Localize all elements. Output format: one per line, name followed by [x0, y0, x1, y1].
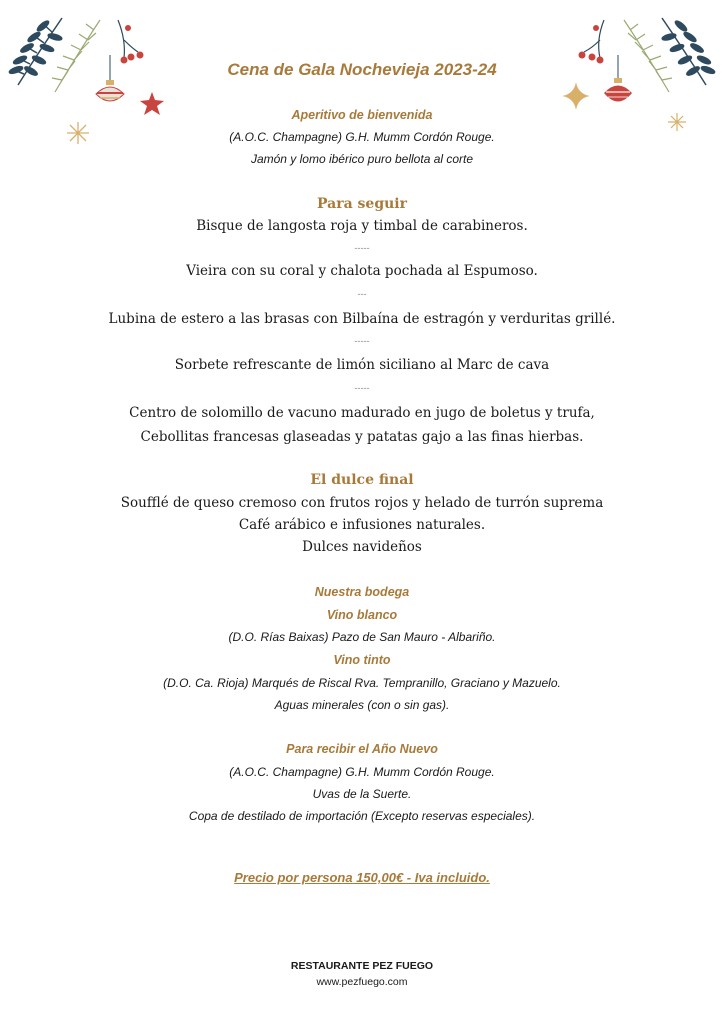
menu-item: Sorbete refrescante de limón siciliano al Marc de cava	[174, 357, 550, 373]
ano-nuevo-item: Uvas de la Suerte.	[312, 787, 412, 801]
aperitivo-item: (A.O.C. Champagne) G.H. Mumm Cordón Rouge.	[229, 130, 495, 144]
separator: -----	[354, 384, 370, 394]
wine-item: (D.O. Rías Baixas) Pazo de San Mauro - Albariño.	[228, 630, 496, 644]
aperitivo-item: Jamón y lomo ibérico puro bellota al corte	[250, 152, 474, 166]
menu-item: Cebollitas francesas glaseadas y patatas gajo a las finas hierbas.	[140, 429, 584, 445]
ano-nuevo-item: Copa de destilado de importación (Excepto reservas especiales).	[188, 809, 536, 823]
vino-tinto-heading: Vino tinto	[333, 653, 391, 667]
menu-item: Soufflé de queso cremoso con frutos rojos y helado de turrón suprema	[120, 495, 604, 511]
wine-item: Aguas minerales (con o sin gas).	[274, 698, 450, 712]
menu-title: Cena de Gala Nochevieja 2023-24	[227, 60, 497, 79]
bodega-heading: Nuestra bodega	[314, 585, 410, 599]
menu-item: Lubina de estero a las brasas con Bilbaína de estragón y verduritas grillé.	[108, 311, 616, 327]
menu-item: Bisque de langosta roja y timbal de carabineros.	[196, 218, 528, 234]
menu-item: Vieira con su coral y chalota pochada al Espumoso.	[186, 263, 538, 279]
para-seguir-heading: Para seguir	[317, 196, 407, 212]
wine-item: (D.O. Ca. Rioja) Marqués de Riscal Rva. Tempranillo, Graciano y Mazuelo.	[163, 676, 561, 690]
footer-restaurant-name: RESTAURANTE PEZ FUEGO	[290, 960, 434, 972]
footer-website-link[interactable]: www.pezfuego.com	[316, 976, 408, 988]
menu-item: Café arábico e infusiones naturales.	[238, 517, 486, 533]
separator: -----	[354, 244, 370, 254]
price-line: Precio por persona 150,00€ - Iva incluido.	[234, 870, 490, 885]
ano-nuevo-heading: Para recibir el Año Nuevo	[286, 742, 438, 756]
separator: -----	[354, 337, 370, 347]
menu-item: Centro de solomillo de vacuno madurado en jugo de boletus y trufa,	[129, 405, 595, 421]
separator: ---	[357, 290, 367, 300]
dulce-heading: El dulce final	[310, 472, 414, 488]
berries-icon	[579, 25, 604, 64]
ano-nuevo-item: (A.O.C. Champagne) G.H. Mumm Cordón Rouge.	[229, 765, 495, 779]
menu-item: Dulces navideños	[302, 539, 422, 555]
vino-blanco-heading: Vino blanco	[326, 608, 398, 622]
gold-star-icon	[562, 82, 590, 110]
aperitivo-heading: Aperitivo de bienvenida	[291, 108, 433, 122]
